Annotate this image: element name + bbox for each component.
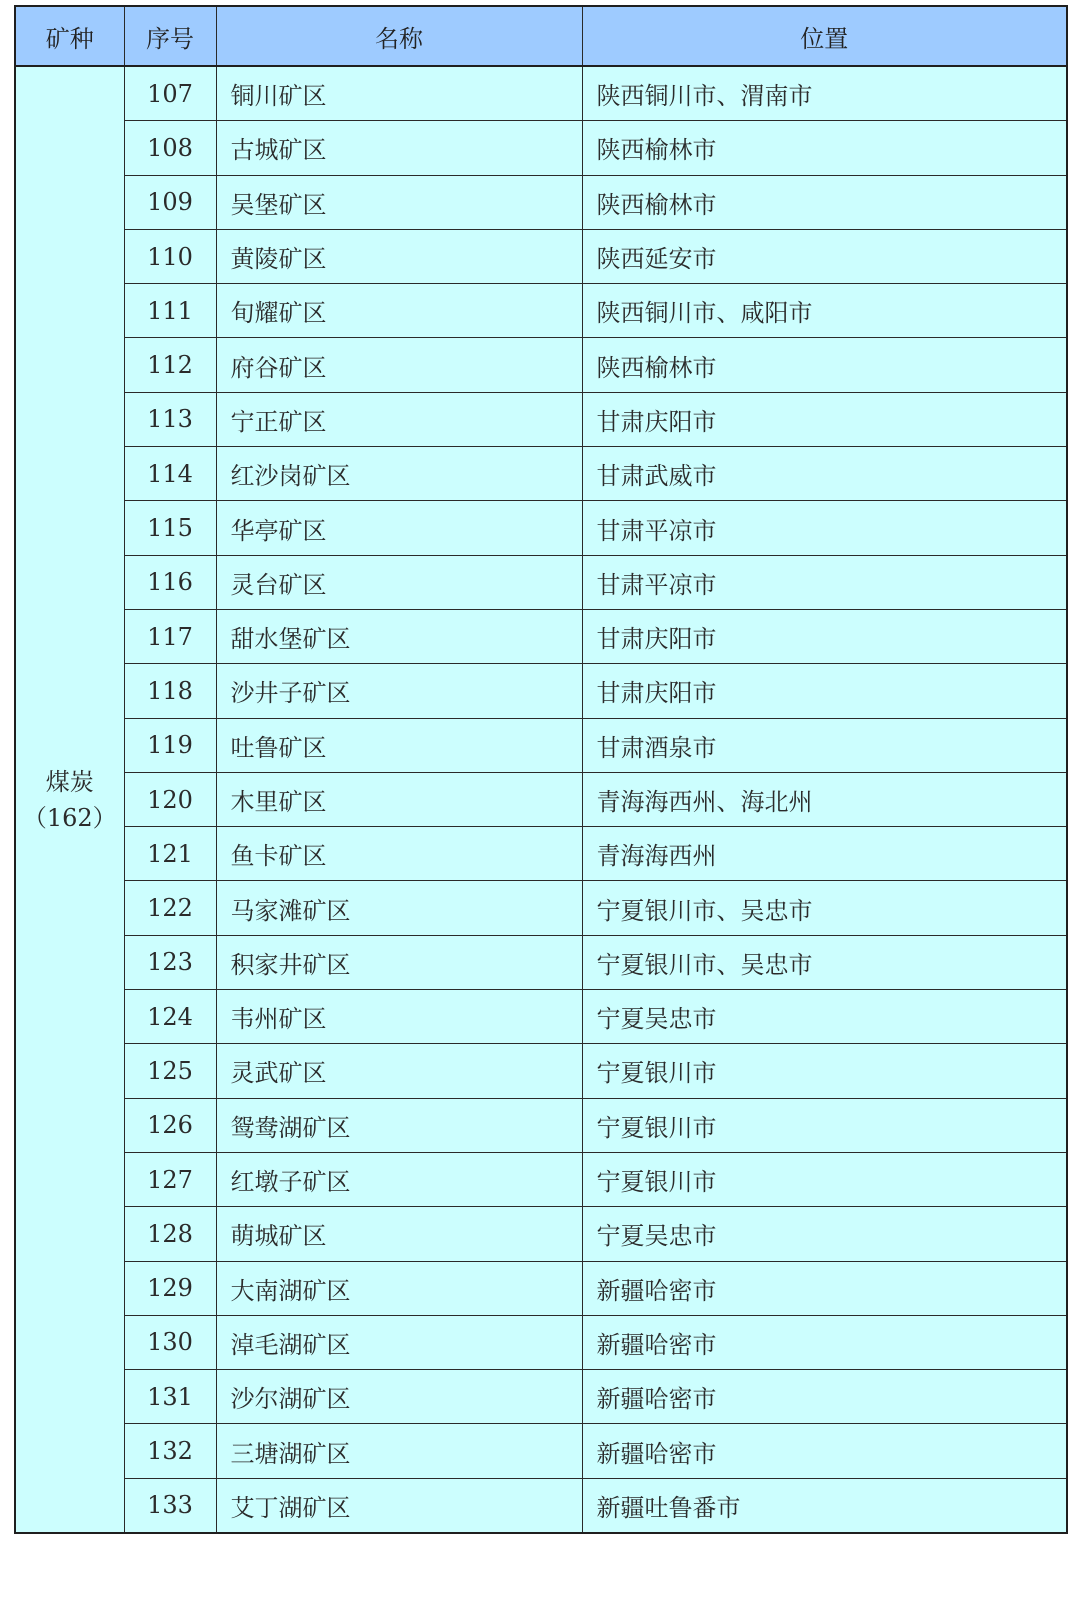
location-cell: 新疆哈密市	[582, 1315, 1067, 1369]
location-cell: 宁夏银川市	[582, 1044, 1067, 1098]
row-number-cell: 129	[124, 1261, 216, 1315]
mining-area-name-cell: 黄陵矿区	[216, 229, 582, 283]
row-number-cell: 108	[124, 121, 216, 175]
table-row	[15, 229, 1067, 283]
header-location: 位置	[582, 6, 1067, 66]
mining-area-name-cell: 旬耀矿区	[216, 284, 582, 338]
mining-area-name-cell: 红墩子矿区	[216, 1152, 582, 1206]
table-row	[15, 121, 1067, 175]
mining-area-name-cell: 鱼卡矿区	[216, 827, 582, 881]
row-number-cell: 125	[124, 1044, 216, 1098]
location-cell: 宁夏银川市	[582, 1098, 1067, 1152]
location-cell: 宁夏银川市、吴忠市	[582, 881, 1067, 935]
mineral-count: （162）	[22, 803, 117, 832]
row-number-cell: 111	[124, 284, 216, 338]
table-header	[15, 6, 1067, 66]
row-number-cell: 132	[124, 1424, 216, 1478]
mining-area-name-cell: 灵台矿区	[216, 555, 582, 609]
location-cell: 甘肃庆阳市	[582, 664, 1067, 718]
table-row	[15, 718, 1067, 772]
table-row	[15, 664, 1067, 718]
header-row	[15, 6, 1067, 66]
location-cell: 宁夏吴忠市	[582, 990, 1067, 1044]
table-row	[15, 284, 1067, 338]
row-number-cell: 121	[124, 827, 216, 881]
row-number-cell: 113	[124, 392, 216, 446]
mining-area-table-container	[14, 5, 1066, 1534]
row-number-cell: 131	[124, 1370, 216, 1424]
row-number-cell: 127	[124, 1152, 216, 1206]
location-cell: 新疆吐鲁番市	[582, 1478, 1067, 1533]
table-row	[15, 392, 1067, 446]
location-cell: 宁夏银川市、吴忠市	[582, 935, 1067, 989]
table-row	[15, 338, 1067, 392]
mining-area-name-cell: 萌城矿区	[216, 1207, 582, 1261]
table-row	[15, 827, 1067, 881]
location-cell: 宁夏吴忠市	[582, 1207, 1067, 1261]
table-row	[15, 1478, 1067, 1533]
row-number-cell: 120	[124, 772, 216, 826]
row-number-cell: 128	[124, 1207, 216, 1261]
table-row	[15, 1152, 1067, 1206]
mining-area-name-cell: 灵武矿区	[216, 1044, 582, 1098]
location-cell: 甘肃武威市	[582, 447, 1067, 501]
mining-area-name-cell: 淖毛湖矿区	[216, 1315, 582, 1369]
row-number-cell: 112	[124, 338, 216, 392]
location-cell: 青海海西州	[582, 827, 1067, 881]
location-cell: 陕西榆林市	[582, 175, 1067, 229]
location-cell: 宁夏银川市	[582, 1152, 1067, 1206]
location-cell: 陕西榆林市	[582, 121, 1067, 175]
table-row	[15, 1098, 1067, 1152]
location-cell: 新疆哈密市	[582, 1370, 1067, 1424]
table-row	[15, 501, 1067, 555]
row-number-cell: 114	[124, 447, 216, 501]
table-row	[15, 447, 1067, 501]
mining-area-name-cell: 沙井子矿区	[216, 664, 582, 718]
table-row	[15, 1261, 1067, 1315]
table-row	[15, 1315, 1067, 1369]
row-number-cell: 126	[124, 1098, 216, 1152]
row-number-cell: 109	[124, 175, 216, 229]
mineral-group-cell	[15, 66, 124, 1533]
location-cell: 甘肃酒泉市	[582, 718, 1067, 772]
mining-area-name-cell: 鸳鸯湖矿区	[216, 1098, 582, 1152]
location-cell: 青海海西州、海北州	[582, 772, 1067, 826]
row-number-cell: 110	[124, 229, 216, 283]
row-number-cell: 124	[124, 990, 216, 1044]
location-cell: 甘肃平凉市	[582, 501, 1067, 555]
location-cell: 新疆哈密市	[582, 1261, 1067, 1315]
location-cell: 新疆哈密市	[582, 1424, 1067, 1478]
location-cell: 陕西榆林市	[582, 338, 1067, 392]
table-row	[15, 555, 1067, 609]
location-cell: 甘肃庆阳市	[582, 392, 1067, 446]
table-row	[15, 1044, 1067, 1098]
location-cell: 陕西铜川市、咸阳市	[582, 284, 1067, 338]
row-number-cell: 116	[124, 555, 216, 609]
location-cell: 甘肃庆阳市	[582, 609, 1067, 663]
location-cell: 陕西延安市	[582, 229, 1067, 283]
header-mineral: 矿种	[15, 6, 124, 66]
row-number-cell: 130	[124, 1315, 216, 1369]
table-row	[15, 1370, 1067, 1424]
mining-area-name-cell: 铜川矿区	[216, 66, 582, 121]
table-row	[15, 990, 1067, 1044]
mining-area-name-cell: 府谷矿区	[216, 338, 582, 392]
location-cell: 陕西铜川市、渭南市	[582, 66, 1067, 121]
mining-area-name-cell: 沙尔湖矿区	[216, 1370, 582, 1424]
mining-area-name-cell: 积家井矿区	[216, 935, 582, 989]
mining-area-name-cell: 宁正矿区	[216, 392, 582, 446]
header-number: 序号	[124, 6, 216, 66]
mining-area-name-cell: 古城矿区	[216, 121, 582, 175]
table-row	[15, 881, 1067, 935]
table-row	[15, 66, 1067, 121]
mining-area-name-cell: 红沙岗矿区	[216, 447, 582, 501]
mining-area-name-cell: 甜水堡矿区	[216, 609, 582, 663]
mining-area-name-cell: 木里矿区	[216, 772, 582, 826]
row-number-cell: 119	[124, 718, 216, 772]
table-row	[15, 772, 1067, 826]
table-body	[15, 66, 1067, 1533]
mineral-name: 煤炭	[45, 767, 94, 796]
mining-area-name-cell: 华亭矿区	[216, 501, 582, 555]
row-number-cell: 117	[124, 609, 216, 663]
row-number-cell: 107	[124, 66, 216, 121]
location-cell: 甘肃平凉市	[582, 555, 1067, 609]
mining-area-name-cell: 吴堡矿区	[216, 175, 582, 229]
mining-area-name-cell: 马家滩矿区	[216, 881, 582, 935]
row-number-cell: 133	[124, 1478, 216, 1533]
table-row	[15, 935, 1067, 989]
row-number-cell: 122	[124, 881, 216, 935]
table-row	[15, 1424, 1067, 1478]
mining-area-name-cell: 艾丁湖矿区	[216, 1478, 582, 1533]
row-number-cell: 115	[124, 501, 216, 555]
mining-area-name-cell: 三塘湖矿区	[216, 1424, 582, 1478]
mining-area-table	[14, 5, 1068, 1534]
row-number-cell: 123	[124, 935, 216, 989]
mining-area-name-cell: 韦州矿区	[216, 990, 582, 1044]
table-row	[15, 609, 1067, 663]
table-row	[15, 175, 1067, 229]
mining-area-name-cell: 大南湖矿区	[216, 1261, 582, 1315]
row-number-cell: 118	[124, 664, 216, 718]
mining-area-name-cell: 吐鲁矿区	[216, 718, 582, 772]
table-row	[15, 1207, 1067, 1261]
header-name: 名称	[216, 6, 582, 66]
